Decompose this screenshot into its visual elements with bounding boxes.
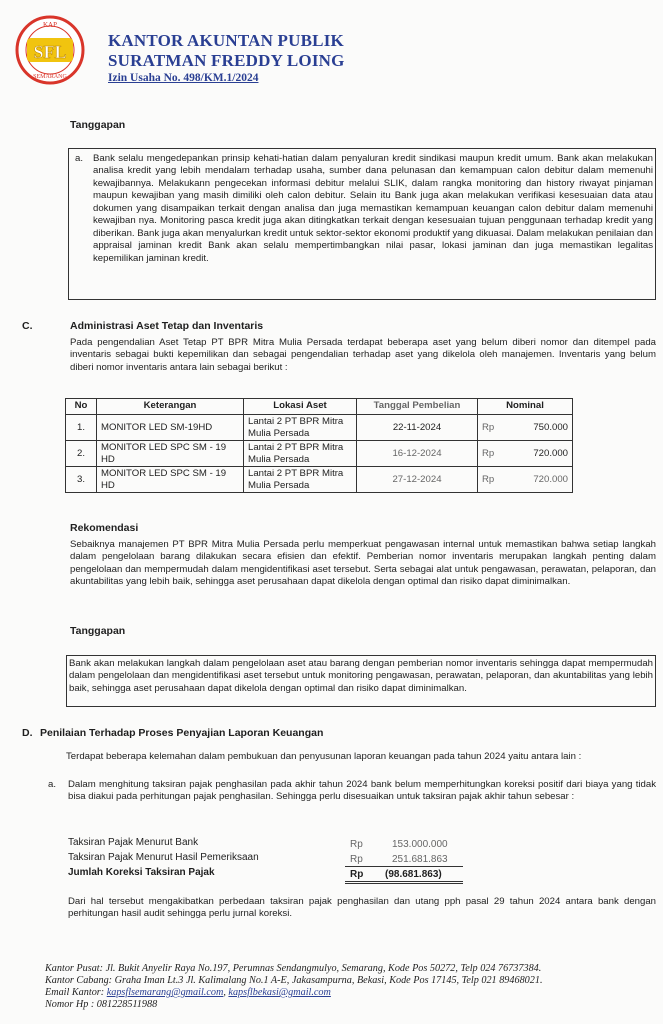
cell-keterangan: MONITOR LED SM-19HD [97, 415, 244, 441]
footer-email-separator: , [223, 987, 226, 998]
section-c-letter: C. [22, 320, 33, 332]
tax-label-bank: Taksiran Pajak Menurut Bank [68, 837, 199, 848]
footer-email-link-1[interactable]: kapsflsemarang@gmail.com [106, 987, 224, 998]
tax-currency-total: Rp [350, 869, 364, 880]
firm-logo [14, 10, 86, 90]
logo-monogram: SFL [33, 42, 67, 62]
cell-currency: Rp [478, 441, 515, 467]
item-letter: a. [48, 779, 57, 790]
rekomendasi-text: Sebaiknya manajemen PT BPR Mitra Mulia Persada perlu memperkuat pengawasan internal untuk memastikan bahwa setiap langkah dalam pengelolaan barang dilakukan secara efisien dan efektif. Pemberian nomor inventaris merupakan langkah penting dalam pengelolaan dan mempermudah dalam mengidentifikasi aset tersebut. Serta sebagai alat untuk pengawasan, perawatan, pelaporan, dan akuntabilitas yang lebih baik, sehingga aset perusahaan dapat dikelola dengan optimal dan risiko dapat diminimalkan. [70, 539, 656, 588]
footer-email-label: Email Kantor: [45, 987, 105, 998]
col-header-lokasi: Lokasi Aset [244, 399, 357, 415]
tanggapan-heading-1: Tanggapan [70, 119, 126, 131]
footer-email-link-2[interactable]: kapsflbekasi@gmail.com [228, 987, 331, 998]
cell-currency: Rp [478, 415, 515, 441]
cell-currency: Rp [478, 467, 515, 493]
section-d-letter: D. [22, 727, 33, 739]
col-header-no: No [66, 399, 97, 415]
cell-nominal: 720.000 [514, 467, 573, 493]
col-header-tanggal: Tanggal Pembelian [357, 399, 478, 415]
logo-top-text: KAP [42, 21, 58, 29]
firm-name-line1: KANTOR AKUNTAN PUBLIK [108, 31, 344, 50]
footer-phone-label: Nomor Hp [45, 999, 89, 1010]
col-header-nominal: Nominal [478, 399, 573, 415]
tax-label-audit: Taksiran Pajak Menurut Hasil Pemeriksaan [68, 852, 259, 863]
cell-nominal: 720.000 [514, 441, 573, 467]
table-header-row [66, 399, 573, 415]
cell-tanggal: 22-11-2024 [357, 415, 478, 441]
section-c-title: Administrasi Aset Tetap dan Inventaris [70, 320, 264, 332]
cell-lokasi: Lantai 2 PT BPR Mitra Mulia Persada [244, 415, 357, 441]
cell-lokasi: Lantai 2 PT BPR Mitra Mulia Persada [244, 441, 357, 467]
cell-keterangan: MONITOR LED SPC SM - 19 HD [97, 467, 244, 493]
footer-phone-number: : 081228511988 [90, 999, 158, 1010]
section-d-title: Penilaian Terhadap Proses Penyajian Laporan Keuangan [40, 727, 324, 739]
tanggapan-heading-2: Tanggapan [70, 625, 126, 637]
cell-nominal: 750.000 [514, 415, 573, 441]
tax-value-audit: 251.681.863 [392, 854, 448, 865]
section-d-item-text: Dalam menghitung taksiran pajak penghasilan pada akhir tahun 2024 bank belum memperhitungkan koreksi positif dari biaya yang tidak bisa diakui pada perhitungan pajak penghasilan. Sehingga perlu disesuaikan untuk taksiran pajak akhir tahun sebesar : [68, 779, 656, 803]
total-double-underline [345, 883, 463, 884]
cell-no: 1. [66, 415, 97, 441]
cell-no: 3. [66, 467, 97, 493]
subtotal-underline [345, 866, 463, 867]
cell-lokasi: Lantai 2 PT BPR Mitra Mulia Persada [244, 467, 357, 493]
firm-name-line2: SURATMAN FREDDY LOING [108, 51, 345, 70]
total-underline [345, 881, 463, 882]
table-row [66, 467, 573, 493]
footer-branch-office: Kantor Cabang: Graha Iman Lt.3 Jl. Kalimalang No.1 A-E, Jakasampurna, Bekasi, Kode Pos 17145, Telp 021 89468021. [45, 975, 543, 986]
table-row [66, 415, 573, 441]
footer-phone-line [45, 998, 157, 1011]
tax-label-total: Jumlah Koreksi Taksiran Pajak [68, 867, 215, 878]
tanggapan-box-2: Bank akan melakukan langkah dalam pengelolaan aset atau barang dengan pemberian nomor inventaris sehingga dapat mempermudah dalam pengelolaan dan mengidentifikasi aset tersebut untuk monitoring pengawasan, perawatan, pelaporan, dan akuntabilitas yang lebih baik, sehingga aset perusahaan dapat dikelola dengan optimal dan risiko dapat diminimalkan. [66, 655, 656, 707]
tax-currency-audit: Rp [350, 854, 363, 865]
inventory-table [65, 398, 573, 493]
cell-tanggal: 16-12-2024 [357, 441, 478, 467]
section-d-intro: Terdapat beberapa kelemahan dalam pembukuan dan penyusunan laporan keuangan pada tahun 2024 yaitu antara lain : [66, 751, 582, 762]
section-d-conclusion: Dari hal tersebut mengakibatkan perbedaan taksiran pajak penghasilan dan utang pph pasal 29 tahun 2024 antara bank dengan perhitungan hasil audit sehingga perlu jurnal koreksi. [68, 896, 656, 920]
col-header-keterangan: Keterangan [97, 399, 244, 415]
tax-value-total: (98.681.863) [385, 869, 442, 880]
cell-tanggal: 27-12-2024 [357, 467, 478, 493]
business-license: Izin Usaha No. 498/KM.1/2024 [108, 72, 259, 84]
tanggapan-text-1: Bank selalu mengedepankan prinsip kehati-hatian dalam penyaluran kredit sindikasi maupun kredit umum. Bank akan melakukan analisa kredit yang lebih mendalam terhadap usaha, sumber dana pelunasan dan kemampuan calon debitur dalam memenuhi kewajibannya. Melakukann pengecekan informasi debitur melalui SLIK, dalam rangka monitoring dan history riwayat pinjaman maupun kewajiban yang masih dimiliki oleh calon debitur. Selain itu Bank juga akan melakukan verifikasi kesesuaian data atau dokumen yang disampaikan terkait dengan analisa dan juga memastikan kemampuan keuangan calon debitur dalam memenuhi kewajiban nya. Monitoring pasca kredit juga akan ditingkatkan terkait dengan kesesuaian tujuan penggunaan terhadap kredit yang diberikan. Bank juga akan menyalurkan kredit untuk sektor-sektor ekonomi produktif yang dikuasai. Dalam melakukan penilaian dan appraisal jaminan kredit Bank akan selalu mempertimbangkan nilai pasar, lokasi jaminan dan juga memastikan legalitas kepemilikan jaminan kredit. [93, 153, 653, 264]
tax-currency-bank: Rp [350, 839, 363, 850]
table-row [66, 441, 573, 467]
tax-value-bank: 153.000.000 [392, 839, 448, 850]
cell-keterangan: MONITOR LED SPC SM - 19 HD [97, 441, 244, 467]
footer-head-office: Kantor Pusat: Jl. Bukit Anyelir Raya No.197, Perumnas Sendangmulyo, Semarang, Kode Pos 50272, Telp 024 76737384. [45, 963, 542, 974]
logo-bottom-text: SEMARANG [33, 74, 67, 80]
tanggapan-box-1 [68, 148, 656, 300]
item-letter: a. [75, 153, 84, 164]
cell-no: 2. [66, 441, 97, 467]
rekomendasi-heading: Rekomendasi [70, 522, 139, 534]
section-c-intro: Pada pengendalian Aset Tetap PT BPR Mitra Mulia Persada terdapat beberapa aset yang belum diberi nomor dan ditempel pada inventaris sebagai bukti kepemilikan dan sebagai pengendalian terhadap aset yang dikelola oleh manajemen. Inventaris yang belum diberi nomor inventaris antara lain sebagai berikut : [70, 337, 656, 373]
